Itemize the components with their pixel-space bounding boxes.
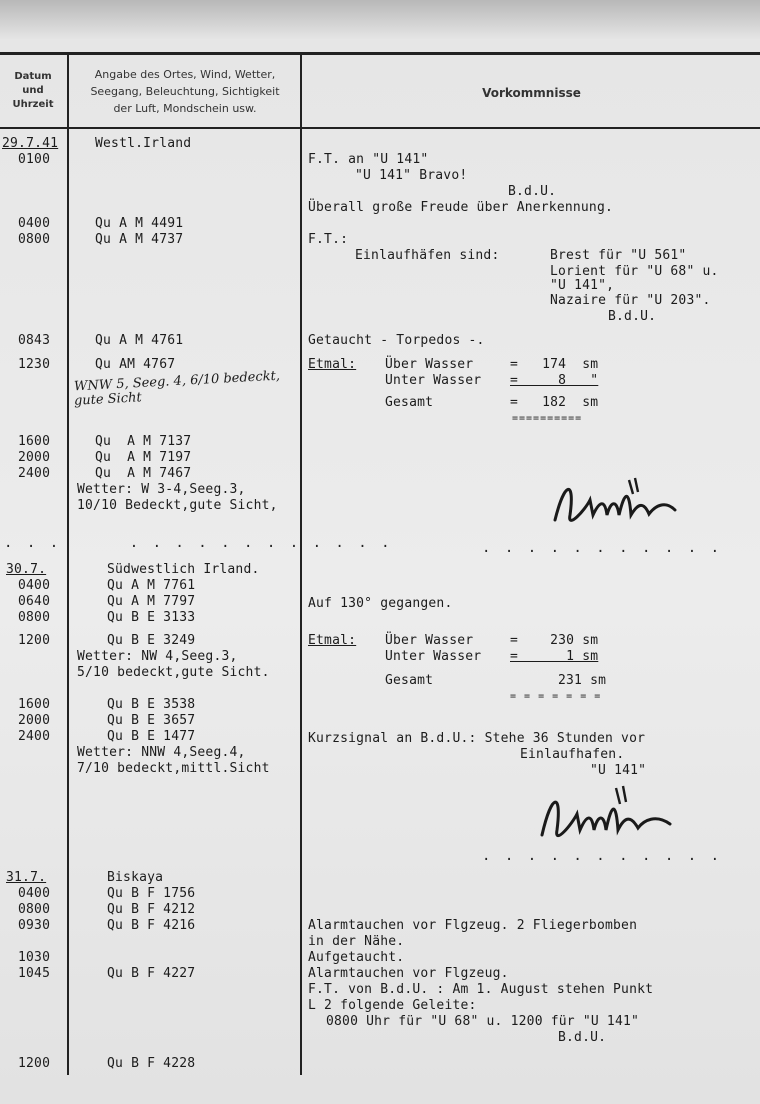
- alarm-1b: in der Nähe.: [308, 934, 405, 949]
- grid-0800-d3: Qu B F 4212: [107, 902, 196, 917]
- time-1030-d3: 1030: [18, 950, 51, 965]
- wetter-2b: 5/10 bedeckt,gute Sicht.: [77, 665, 270, 680]
- time-2000: 2000: [18, 450, 51, 465]
- grid-0400: Qu A M 4491: [95, 216, 184, 231]
- gesamt-value-1: = 182 sm: [510, 395, 599, 410]
- bdu-signature-1: B.d.U.: [508, 184, 557, 199]
- ft-von-bdu-3: 0800 Uhr für "U 68" u. 1200 für "U 141": [326, 1014, 640, 1029]
- grid-1200-d2: Qu B E 3249: [107, 633, 196, 648]
- grid-0800-d2: Qu B E 3133: [107, 610, 196, 625]
- time-0400-d3: 0400: [18, 886, 51, 901]
- time-1230: 1230: [18, 357, 51, 372]
- grid-1045-d3: Qu B F 4227: [107, 966, 196, 981]
- ft-label: F.T.:: [308, 232, 349, 247]
- alarm-2: Alarmtauchen vor Flgzeug.: [308, 966, 509, 981]
- time-0800-d3: 0800: [18, 902, 51, 917]
- column-divider-1: [67, 55, 69, 1075]
- time-1200-d3: 1200: [18, 1056, 51, 1071]
- place-biskaya: Biskaya: [107, 870, 164, 885]
- unter-wasser-value-1: = 8 ": [510, 373, 599, 388]
- brest: Brest für "U 561": [550, 248, 687, 263]
- handwritten-weather-2: gute Sicht: [73, 390, 143, 409]
- wetter-2c: Wetter: NNW 4,Seeg.4,: [77, 745, 246, 760]
- getaucht-text: Getaucht - Torpedos -.: [308, 333, 485, 348]
- grid-2000: Qu A M 7197: [95, 450, 192, 465]
- grid-0930-d3: Qu B F 4216: [107, 918, 196, 933]
- handwritten-signature-2: [530, 780, 690, 855]
- ueber-wasser-value-2: = 230 sm: [510, 633, 599, 648]
- header-date-time: Datum und Uhrzeit: [12, 71, 54, 110]
- time-2400-d2: 2400: [18, 729, 51, 744]
- gegangen-text: Auf 130° gegangen.: [308, 596, 453, 611]
- time-0100: 0100: [18, 152, 51, 167]
- u141-bravo: "U 141" Bravo!: [355, 168, 468, 183]
- ft-an-u141: F.T. an "U 141": [308, 152, 429, 167]
- time-1600: 1600: [18, 434, 51, 449]
- aufgetaucht-text: Aufgetaucht.: [308, 950, 405, 965]
- grid-0843: Qu A M 4761: [95, 333, 184, 348]
- wetter-1b: 10/10 Bedeckt,gute Sicht,: [77, 498, 278, 513]
- date-30-7: 30.7.: [6, 562, 47, 577]
- lorient: Lorient für "U 68" u.: [550, 264, 719, 279]
- header-bottom-rule: [0, 127, 760, 129]
- time-1600-d2: 1600: [18, 697, 51, 712]
- grid-1230: Qu AM 4767: [95, 357, 176, 372]
- grid-2000-d2: Qu B E 3657: [107, 713, 196, 728]
- wetter-1a: Wetter: W 3-4,Seeg.3,: [77, 482, 246, 497]
- handwritten-weather-1: WNW 5, Seeg. 4, 6/10 bedeckt,: [73, 368, 281, 395]
- alarm-1: Alarmtauchen vor Flgzeug. 2 Fliegerbomben: [308, 918, 638, 933]
- gesamt-1: Gesamt: [385, 395, 434, 410]
- ueber-wasser-1: Über Wasser: [385, 357, 474, 372]
- top-rule: [0, 52, 760, 55]
- handwritten-signature-1: [545, 470, 695, 540]
- end-of-day-dots-2: . . . . . . . . . . .: [482, 848, 723, 864]
- ft-von-bdu-1: F.T. von B.d.U. : Am 1. August stehen Punkt: [308, 982, 654, 997]
- time-0400-d2: 0400: [18, 578, 51, 593]
- grid-0640-d2: Qu A M 7797: [107, 594, 196, 609]
- grid-1600: Qu A M 7137: [95, 434, 192, 449]
- column-divider-2: [300, 55, 302, 1075]
- left-dots-1: . . . . . . . . . . . . . . .: [4, 535, 393, 551]
- ueber-wasser-value-1: = 174 sm: [510, 357, 599, 372]
- grid-1200-d3: Qu B F 4228: [107, 1056, 196, 1071]
- u141-lorient: "U 141",: [550, 278, 615, 293]
- etmal-label-2: Etmal:: [308, 633, 357, 648]
- time-2000-d2: 2000: [18, 713, 51, 728]
- kurzsignal-2: Einlaufhafen.: [520, 747, 625, 762]
- gesamt-2: Gesamt: [385, 673, 434, 688]
- nazaire: Nazaire für "U 203".: [550, 293, 711, 308]
- unter-wasser-value-2: = 1 sm: [510, 649, 599, 664]
- time-1045-d3: 1045: [18, 966, 51, 981]
- time-1200-d2: 1200: [18, 633, 51, 648]
- grid-0400-d3: Qu B F 1756: [107, 886, 196, 901]
- kurzsignal-1: Kurzsignal an B.d.U.: Stehe 36 Stunden vor: [308, 731, 646, 746]
- grid-0400-d2: Qu A M 7761: [107, 578, 196, 593]
- header-location-weather: Angabe des Ortes, Wind, Wetter, Seegang, Beleuchtung, Sichtigkeit der Luft, Mondschein usw.: [90, 68, 280, 115]
- kurzsignal-3: "U 141": [590, 763, 647, 778]
- time-0843: 0843: [18, 333, 51, 348]
- wetter-2d: 7/10 bedeckt,mittl.Sicht: [77, 761, 270, 776]
- wetter-2a: Wetter: NW 4,Seeg.3,: [77, 649, 238, 664]
- place-westl-irland: Westl.Irland: [95, 136, 192, 151]
- ueber-wasser-2: Über Wasser: [385, 633, 474, 648]
- unter-wasser-1: Unter Wasser: [385, 373, 482, 388]
- gesamt-value-2: 231 sm: [558, 673, 607, 688]
- bdu-signature-3: B.d.U.: [558, 1030, 607, 1045]
- etmal-label-1: Etmal:: [308, 357, 357, 372]
- date-29-7-41: 29.7.41: [2, 136, 59, 151]
- time-0400: 0400: [18, 216, 51, 231]
- double-underline-1: ==========: [512, 413, 583, 424]
- freude-text: Überall große Freude über Anerkennung.: [308, 200, 614, 215]
- end-of-day-dots-1: . . . . . . . . . . .: [482, 540, 723, 556]
- double-underline-2: = = = = = = =: [510, 691, 602, 702]
- unter-wasser-2: Unter Wasser: [385, 649, 482, 664]
- grid-0800: Qu A M 4737: [95, 232, 184, 247]
- time-0800: 0800: [18, 232, 51, 247]
- place-suedwestlich-irland: Südwestlich Irland.: [107, 562, 260, 577]
- header-events: Vorkommnisse: [482, 86, 581, 100]
- grid-2400-d2: Qu B E 1477: [107, 729, 196, 744]
- ft-von-bdu-2: L 2 folgende Geleite:: [308, 998, 477, 1013]
- date-31-7: 31.7.: [6, 870, 47, 885]
- grid-2400: Qu A M 7467: [95, 466, 192, 481]
- bdu-signature-2: B.d.U.: [608, 309, 657, 324]
- einlaufhaefen: Einlaufhäfen sind:: [355, 248, 500, 263]
- time-0800-d2: 0800: [18, 610, 51, 625]
- grid-1600-d2: Qu B E 3538: [107, 697, 196, 712]
- time-0640-d2: 0640: [18, 594, 51, 609]
- time-0930-d3: 0930: [18, 918, 51, 933]
- time-2400: 2400: [18, 466, 51, 481]
